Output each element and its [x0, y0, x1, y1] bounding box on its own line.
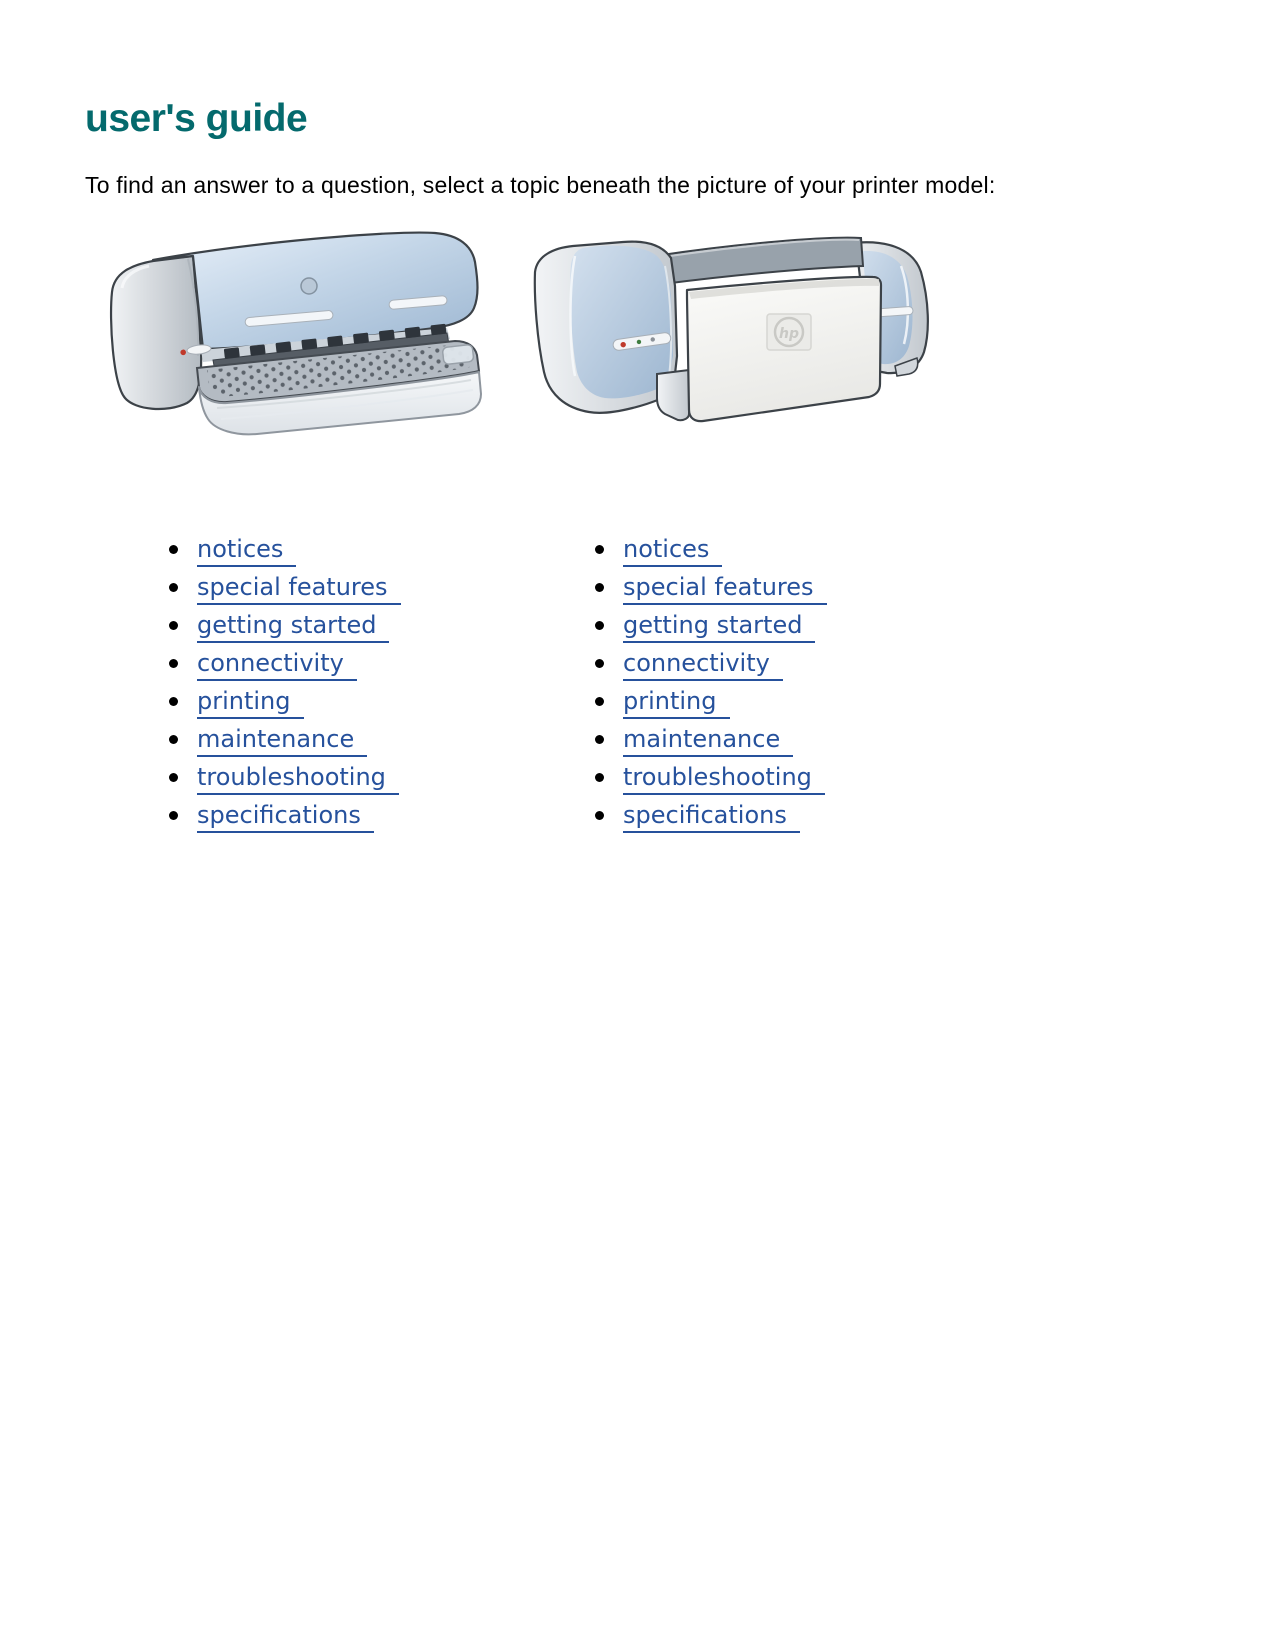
topic-list-item: [169, 536, 595, 562]
topic-link[interactable]: printing: [197, 687, 304, 719]
hp-logo: [767, 314, 811, 350]
topic-list-right-printer: [595, 536, 1021, 840]
topic-list-item: [169, 612, 595, 638]
tray-clear-tab: [442, 344, 474, 364]
topic-list-item: [169, 802, 595, 828]
topic-link[interactable]: troubleshooting: [197, 763, 399, 795]
topic-list-item: [169, 688, 595, 714]
topic-link[interactable]: specifications: [197, 801, 374, 833]
topic-list-item: [595, 726, 1021, 752]
topic-link[interactable]: notices: [623, 535, 722, 567]
topic-list-item: [169, 726, 595, 752]
topic-list-item: [169, 574, 595, 600]
printer-closed-cover-svg: [505, 226, 930, 426]
hp-logo-text: hp: [779, 326, 799, 342]
printer-image-open-tray: [95, 226, 485, 443]
topic-list-item: [595, 536, 1021, 562]
topic-link[interactable]: printing: [623, 687, 730, 719]
topic-list-item: [595, 612, 1021, 638]
topic-list-item: [169, 650, 595, 676]
topic-list-item: [595, 802, 1021, 828]
page-title: user's guide: [85, 97, 308, 140]
topic-link[interactable]: special features: [197, 573, 401, 605]
topic-link[interactable]: connectivity: [197, 649, 357, 681]
topic-link[interactable]: notices: [197, 535, 296, 567]
topic-list-item: [595, 764, 1021, 790]
intro-text: To find an answer to a question, select a topic beneath the picture of your printer model:: [85, 172, 996, 198]
topic-link[interactable]: connectivity: [623, 649, 783, 681]
hp-emblem-icon: [301, 278, 317, 294]
topic-list-left-printer: [169, 536, 595, 840]
topic-link[interactable]: getting started: [197, 611, 389, 643]
printer-image-closed-cover: [505, 226, 930, 431]
topic-list-item: [595, 574, 1021, 600]
topic-list-item: [169, 764, 595, 790]
topic-link[interactable]: maintenance: [623, 725, 793, 757]
topic-link[interactable]: maintenance: [197, 725, 367, 757]
topic-lists-row: [169, 536, 1215, 840]
printer-foot: [657, 370, 689, 420]
topic-link[interactable]: specifications: [623, 801, 800, 833]
topic-list-item: [595, 688, 1021, 714]
topic-list-item: [595, 650, 1021, 676]
topic-link[interactable]: troubleshooting: [623, 763, 825, 795]
printer-left-side: [535, 242, 677, 413]
topic-link[interactable]: special features: [623, 573, 827, 605]
topic-link[interactable]: getting started: [623, 611, 815, 643]
printer-images-row: [95, 226, 1215, 440]
printer-open-tray-svg: [95, 226, 485, 438]
